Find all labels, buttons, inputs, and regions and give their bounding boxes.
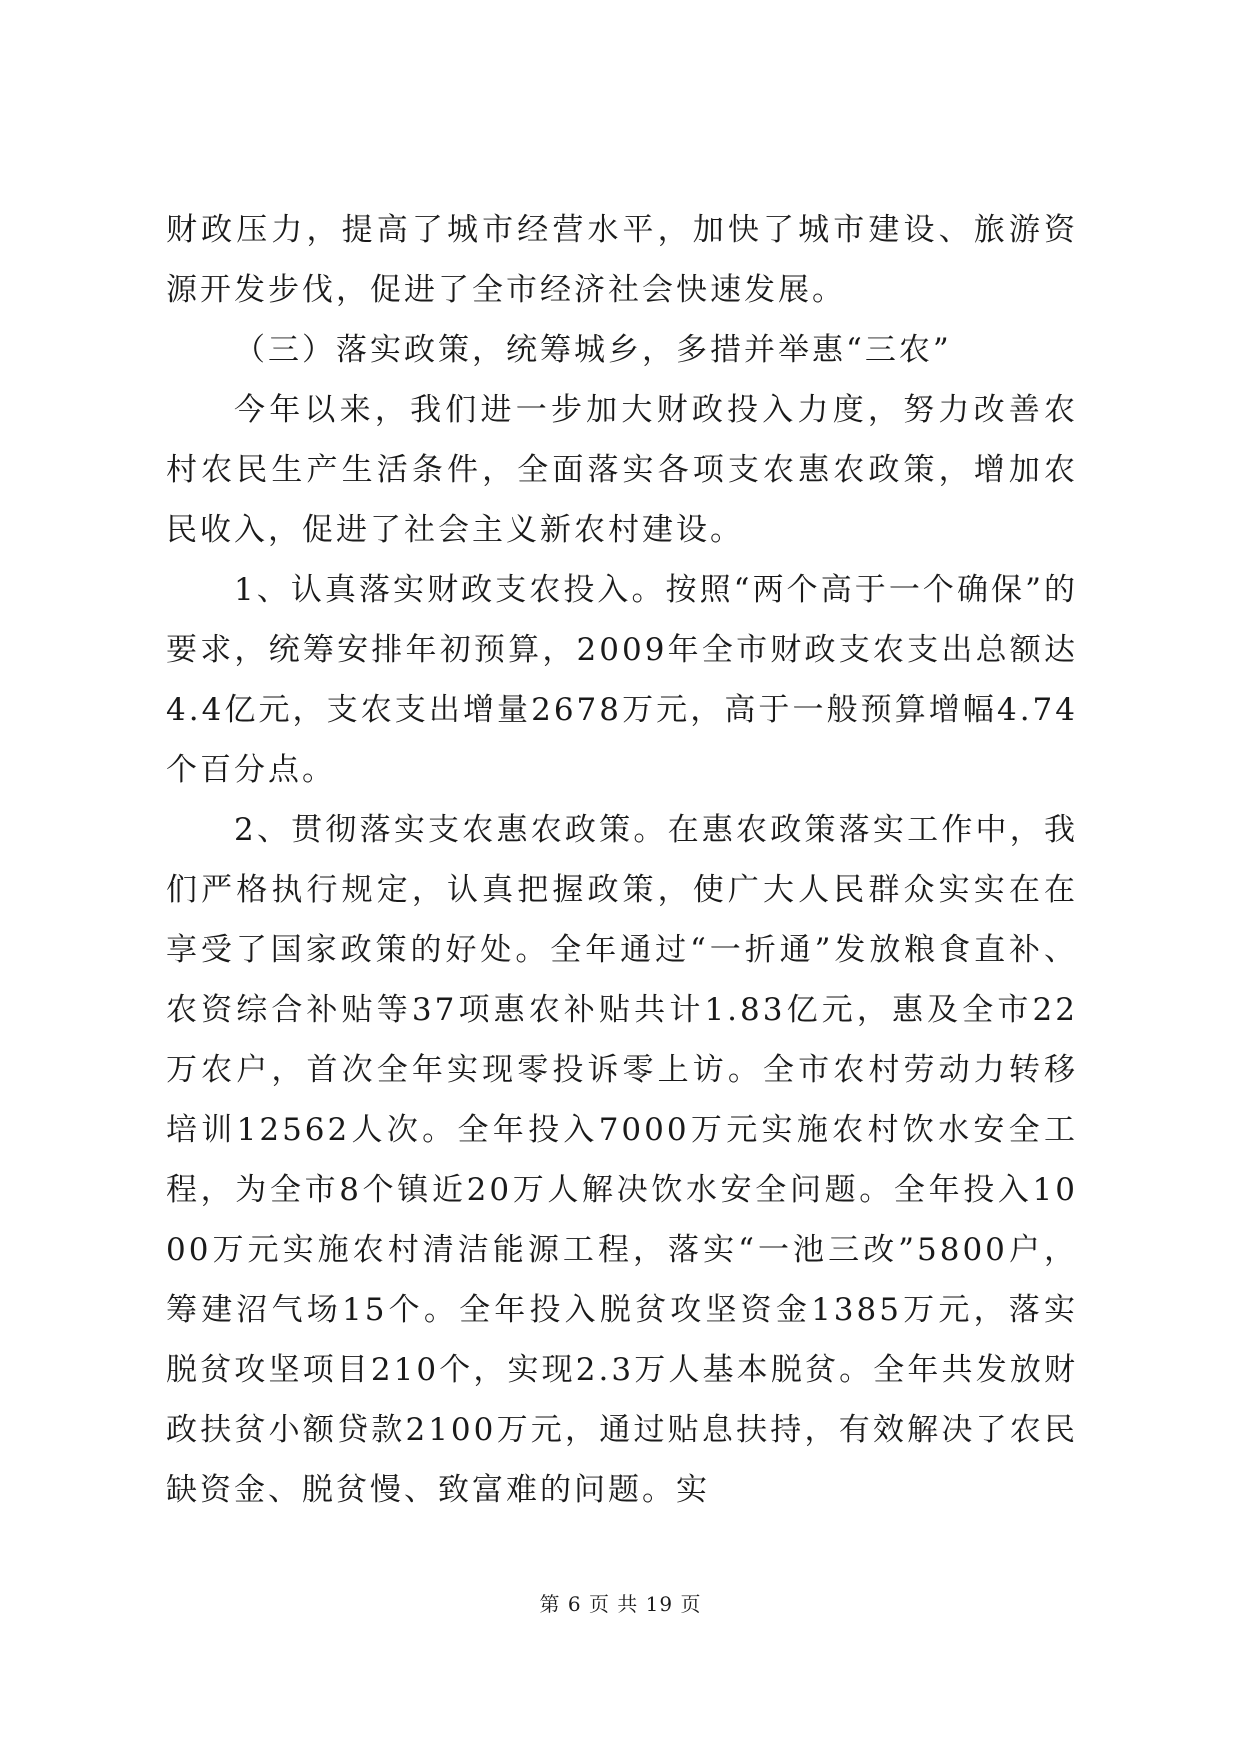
body-text (166, 200, 1078, 1520)
page-footer: 第 6 页 共 19 页 (539, 1592, 702, 1616)
paragraph-item-2: 2、贯彻落实支农惠农政策。在惠农政策落实工作中，我们严格执行规定，认真把握政策，使广大人民群众实实在在享受了国家政策的好处。全年通过“一折通”发放粮食直补、农资综合补贴等37项惠农补贴共计1.83亿元，惠及全市22万农户，首次全年实现零投诉零上访。全市农村劳动力转移培训12562人次。全年投入7000万元实施农村饮水安全工程，为全市8个镇近20万人解决饮水安全问题。全年投入1000万元实施农村清洁能源工程，落实“一池三改”5800户，筹建沼气场15个。全年投入脱贫攻坚资金1385万元，落实脱贫攻坚项目210个，实现2.3万人基本脱贫。全年共发放财政扶贫小额贷款2100万元，通过贴息扶持，有效解决了农民缺资金、脱贫慢、致富难的问题。实 (166, 812, 1078, 1508)
paragraph-item-1: 1、认真落实财政支农投入。按照“两个高于一个确保”的要求，统筹安排年初预算，2009年全市财政支农支出总额达4.4亿元，支农支出增量2678万元，高于一般预算增幅4.74个百分点。 (166, 572, 1078, 788)
paragraph-intro: 今年以来，我们进一步加大财政投入力度，努力改善农村农民生产生活条件，全面落实各项支农惠农政策，增加农民收入，促进了社会主义新农村建设。 (166, 392, 1078, 548)
section-heading: （三）落实政策，统筹城乡，多措并举惠“三农” (234, 332, 952, 368)
paragraph-continuation: 财政压力，提高了城市经营水平，加快了城市建设、旅游资源开发步伐，促进了全市经济社会快速发展。 (166, 212, 1078, 308)
